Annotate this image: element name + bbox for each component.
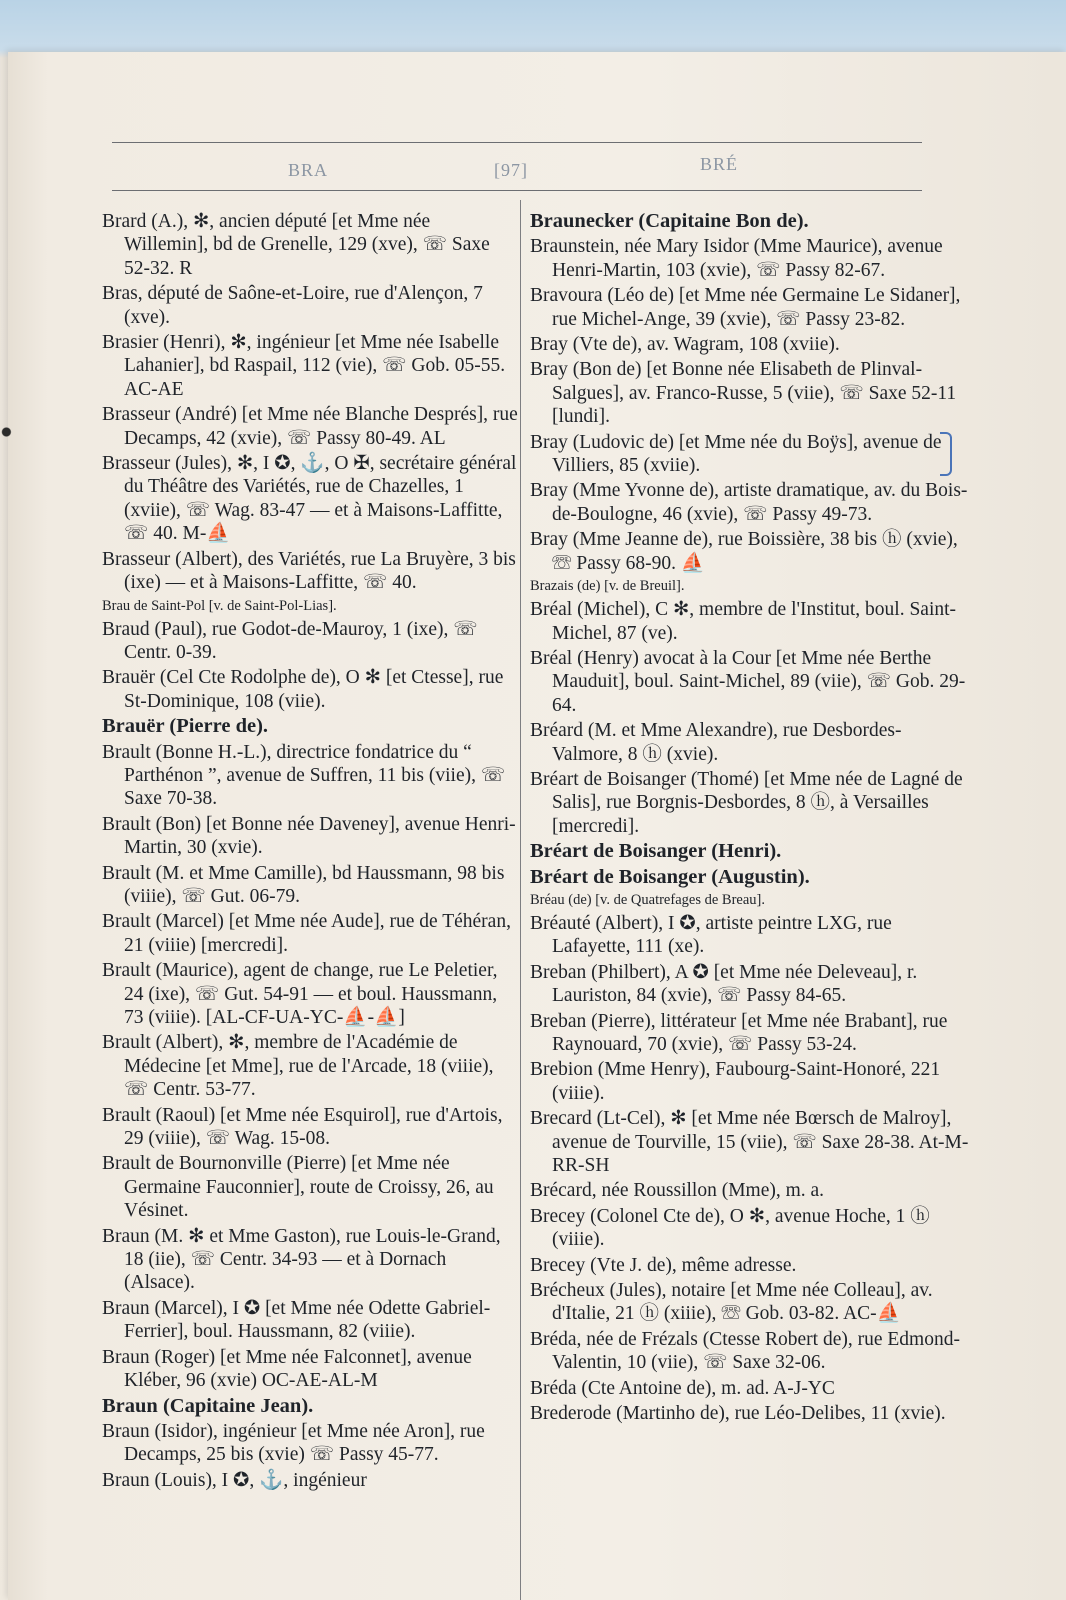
directory-entry: Brasseur (Albert), des Variétés, rue La Bruyère, 3 bis (ixe) — et à Maisons-Laffitte, ☏ 40. [102,548,516,594]
directory-entry: Brazais (de) [v. de Breuil]. [530,578,685,595]
directory-entry: Braun (Louis), I ✪, ⚓, ingénieur [102,1469,367,1491]
directory-entry: Braud (Paul), rue Godot-de-Mauroy, 1 (ixe), ☏ Centr. 0-39. [102,618,478,663]
directory-entry: Braun (M. ✻ et Mme Gaston), rue Louis-le-Grand, 18 (iie), ☏ Centr. 34-93 — et à Dornach (Alsace). [102,1225,501,1294]
directory-entry: Bréal (Michel), C ✻, membre de l'Institut, boul. Saint-Michel, 87 (ve). [530,599,957,644]
directory-entry: Bréal (Henry) avocat à la Cour [et Mme née Berthe Mauduit], boul. Saint-Michel, 89 (viie), ☏ Gob. 29-64. [530,647,966,716]
directory-entry: Bréau (de) [v. de Quatrefages de Breau]. [530,891,765,908]
directory-entry: Bras, député de Saône-et-Loire, rue d'Alençon, 7 (xve). [102,283,483,328]
directory-entry: Brault (Raoul) [et Mme née Esquirol], rue d'Artois, 29 (viiie), ☏ Wag. 15-08. [102,1104,503,1150]
directory-entry: Bréauté (Albert), I ✪, artiste peintre LXG, rue Lafayette, 111 (xe). [530,912,892,958]
left-column [102,210,518,1494]
directory-entry: Brasseur (André) [et Mme née Blanche Després], rue Decamps, 42 (xvie), ☏ Passy 80-49. AL [102,404,518,449]
directory-entry: Brault de Bournonville (Pierre) [et Mme née Germaine Fauconnier], route de Croissy, 26, au Vésinet. [102,1153,494,1222]
directory-entry: Braunecker (Capitaine Bon de). [530,210,809,232]
directory-entry: Brasier (Henri), ✻, ingénieur [et Mme née Isabelle Lahanier], bd Raspail, 112 (vie), ☏ Gob. 05-55. AC-AE [102,332,506,400]
directory-entry: Brecey (Vte J. de), même adresse. [530,1254,797,1276]
header-right: BRÉ [700,154,739,174]
directory-entry: Bréart de Boisanger (Augustin). [530,865,810,888]
right-column [530,210,970,1428]
directory-entry: Brault (Bon) [et Bonne née Daveney], avenue Henri-Martin, 30 (xvie). [102,813,516,859]
header-left: BRA [288,160,329,180]
directory-entry: Bray (Mme Jeanne de), rue Boissière, 38 bis ⓗ (xvie), ☏ Passy 68-90. ⛵ [530,529,958,574]
directory-entry: Braun (Isidor), ingénieur [et Mme née Aron], rue Decamps, 25 bis (xvie) ☏ Passy 45-77. [102,1420,485,1466]
directory-entry: Bréard (M. et Mme Alexandre), rue Desbordes-Valmore, 8 ⓗ (xvie). [530,720,902,765]
directory-entry: Brederode (Martinho de), rue Léo-Delibes, 11 (xvie). [530,1403,946,1425]
directory-entry: Brecard (Lt-Cel), ✻ [et Mme née Bœrsch de Malroy], avenue de Tourville, 15 (viie), ☏ Saxe 28-38. At-M-RR-SH [530,1108,969,1177]
directory-entry: Brault (Bonne H.-L.), directrice fondatrice du “ Parthénon ”, avenue de Suffren, 11 bis (viie), ☏ Saxe 70-38. [102,741,506,810]
directory-entry: Brauër (Pierre de). [102,715,269,738]
directory-entry: Braun (Marcel), I ✪ [et Mme née Odette Gabriel-Ferrier], boul. Haussmann, 82 (viiie). [102,1297,491,1343]
header-rule-bottom [112,190,922,191]
directory-entry: Bréart de Boisanger (Henri). [530,840,782,863]
ink-mark [0,410,16,454]
directory-entry: Breban (Pierre), littérateur [et Mme née Brabant], rue Raynouard, 70 (xvie), ☏ Passy 53-24. [530,1010,948,1055]
directory-entry: Braun (Capitaine Jean). [102,1394,314,1417]
page-number: [97] [494,160,528,180]
directory-entry: Brasseur (Jules), ✻, I ✪, ⚓, O ✠, secrétaire général du Théâtre des Variétés, rue de Chazelles, 1 (xviie), ☏ Wag. 83-47 — et à Maisons-Laffitte, ☏ 40. M-⛵ [102,453,517,545]
directory-entry: Bréchеux (Jules), notaire [et Mme née Colleau], av. d'Italie, 21 ⓗ (xiiie), ☏ Gob. 03-82. AC-⛵ [530,1280,933,1325]
directory-entry: Brault (Albert), ✻, membre de l'Académie de Médecine [et Mme], rue de l'Arcade, 18 (viiie), ☏ Centr. 53-77. [102,1032,494,1101]
directory-entry: Brauër (Cel Cte Rodolphe de), O ✻ [et Ctesse], rue St-Dominique, 108 (viie). [102,667,504,712]
directory-entry: Brécard, née Roussillon (Mme), m. a. [530,1180,825,1202]
directory-entry: Bréart de Boisanger (Thomé) [et Mme née de Lagné de Salis], rue Borgnis-Desbordes, 8 ⓗ, à Versailles [mercredi]. [530,768,963,837]
directory-entry: Bravoura (Léo de) [et Mme née Germaine Le Sidaner], rue Michel-Ange, 39 (xvie), ☏ Passy 23-82. [530,285,961,330]
directory-entry: Brault (Maurice), agent de change, rue Le Peletier, 24 (ixe), ☏ Gut. 54-91 — et boul. Haussmann, 73 (viiie). [AL-CF-UA-YC-⛵-⛵] [102,960,498,1028]
directory-entry: Brard (A.), ✻, ancien député [et Mme née Willemin], bd de Grenelle, 129 (xve), ☏ Saxe 52-32. R [102,211,490,279]
directory-entry: Brault (M. et Mme Camille), bd Haussmann, 98 bis (viiie), ☏ Gut. 06-79. [102,862,505,907]
directory-entry: Brebion (Mme Henry), Faubourg-Saint-Honoré, 221 (viiie). [530,1059,941,1104]
directory-entry: Bréda, née de Frézals (Ctesse Robert de), rue Edmond-Valentin, 10 (viie), ☏ Saxe 32-06. [530,1328,960,1374]
directory-entry: Bray (Bon de) [et Bonne née Elisabeth de Plinval-Salgues], av. Franco-Russe, 5 (viie), ☏ Saxe 52-11 [lundi]. [530,359,957,428]
directory-entry: Brau de Saint-Pol [v. de Saint-Pol-Lias]. [102,597,337,614]
directory-entry: Bréda (Cte Antoine de), m. ad. A-J-YC [530,1377,835,1399]
column-divider [520,200,521,1600]
directory-entry: Braunstein, née Mary Isidor (Mme Maurice), avenue Henri-Martin, 103 (xvie), ☏ Passy 82-67. [530,236,943,281]
directory-entry: Breban (Philbert), A ✪ [et Mme née Deleveau], r. Lauriston, 84 (xvie), ☏ Passy 84-65. [530,961,918,1007]
directory-entry: Bray (Mme Yvonne de), artiste dramatique, av. du Bois-de-Boulogne, 46 (xvie), ☏ Passy 49-73. [530,480,968,525]
directory-entry: Brault (Marcel) [et Mme née Aude], rue de Téhéran, 21 (viiie) [mercredi]. [102,911,511,956]
page-header [112,154,922,186]
directory-entry: Braun (Roger) [et Mme née Falconnet], avenue Kléber, 96 (xvie) OC-AE-AL-M [102,1346,472,1392]
header-rule-top [112,142,922,143]
directory-entry: Brecey (Colonel Cte de), O ✻, avenue Hoche, 1 ⓗ (viiie). [530,1205,930,1251]
directory-entry: Bray (Vte de), av. Wagram, 108 (xviie). [530,334,840,356]
directory-entry: Bray (Ludovic de) [et Mme née du Boÿs], avenue de Villiers, 85 (xviie). [530,431,942,477]
